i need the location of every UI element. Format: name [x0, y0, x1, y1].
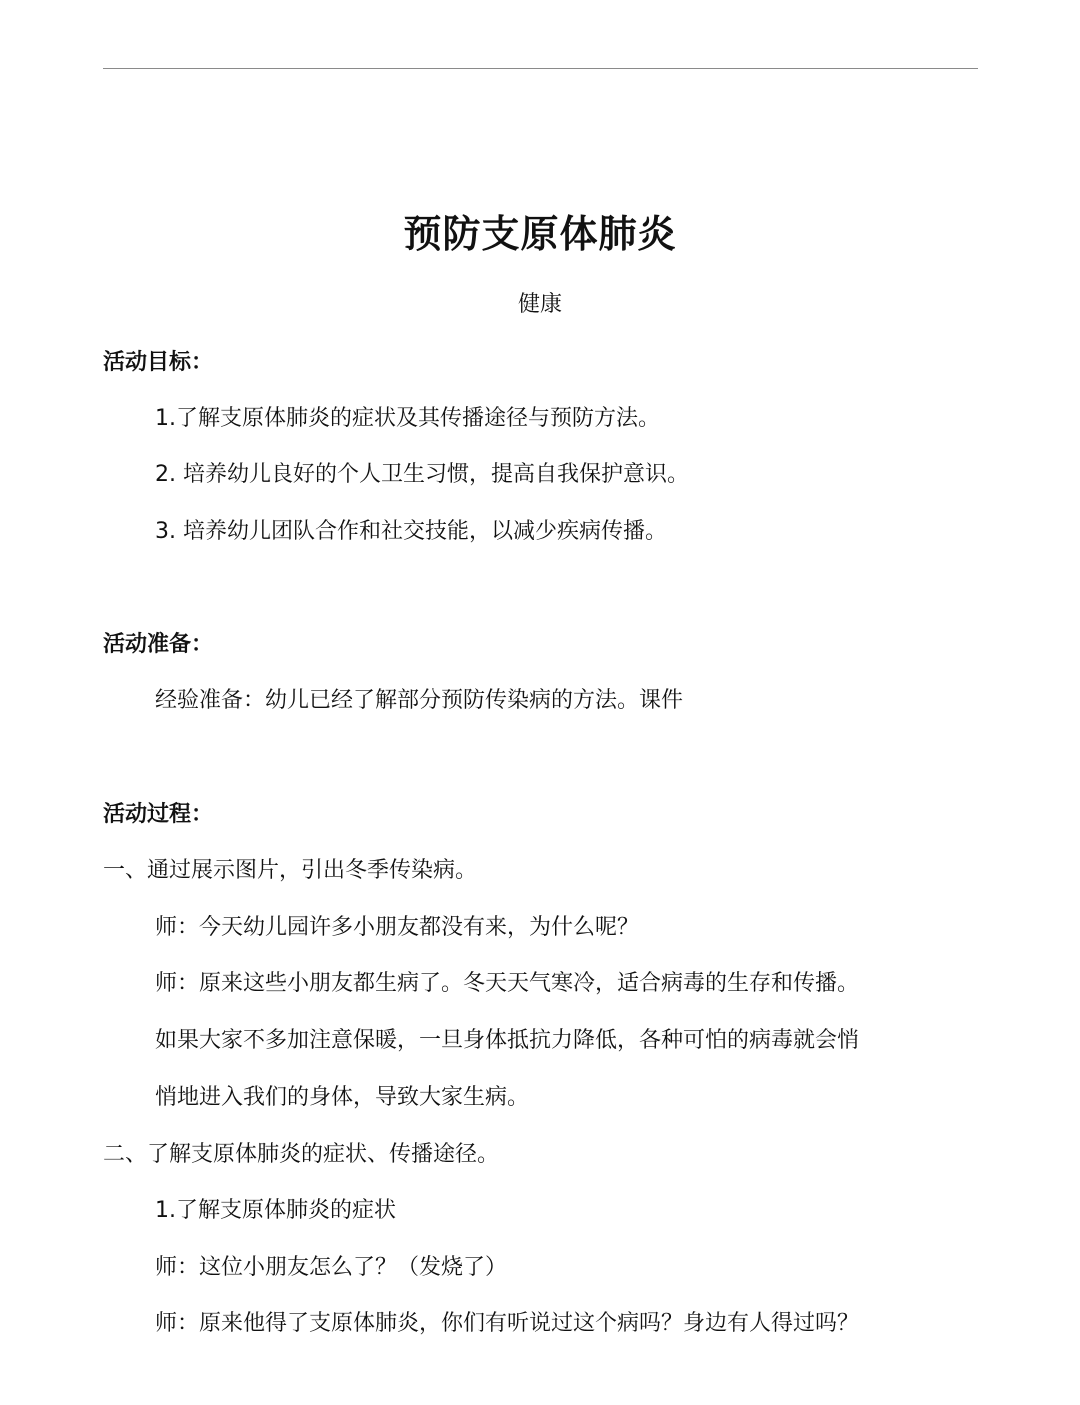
step2-line-2: 师：这位小朋友怎么了？（发烧了）	[155, 1255, 508, 1280]
step1-line-2: 师：原来这些小朋友都生病了。冬天天气寒冷，适合病毒的生存和传播。	[155, 971, 860, 996]
step2-line-3: 师：原来他得了支原体肺炎，你们有听说过这个病吗？身边有人得过吗？	[155, 1311, 860, 1336]
document-subtitle: 健康	[517, 292, 562, 317]
process-step-2: 二、了解支原体肺炎的症状、传播途径。	[103, 1142, 500, 1167]
preparation-heading: 活动准备：	[103, 632, 214, 657]
step1-line-4: 悄地进入我们的身体，导致大家生病。	[155, 1085, 530, 1110]
goal-item-2: 2. 培养幼儿良好的个人卫生习惯，提高自我保护意识。	[155, 462, 689, 487]
process-heading: 活动过程：	[103, 802, 214, 827]
step1-line-3: 如果大家不多加注意保暖，一旦身体抵抗力降低，各种可怕的病毒就会悄	[155, 1028, 860, 1053]
goal-item-1: 1.了解支原体肺炎的症状及其传播途径与预防方法。	[155, 406, 660, 431]
goal-item-3: 3. 培养幼儿团队合作和社交技能，以减少疾病传播。	[155, 519, 667, 544]
preparation-text: 经验准备：幼儿已经了解部分预防传染病的方法。课件	[155, 688, 684, 713]
document-title: 预防支原体肺炎	[403, 212, 677, 256]
step1-line-1: 师：今天幼儿园许多小朋友都没有来，为什么呢？	[155, 915, 640, 940]
step2-line-1: 1.了解支原体肺炎的症状	[155, 1198, 396, 1223]
header-rule	[103, 68, 978, 69]
goals-heading: 活动目标：	[103, 350, 214, 375]
process-step-1: 一、通过展示图片，引出冬季传染病。	[103, 858, 478, 883]
